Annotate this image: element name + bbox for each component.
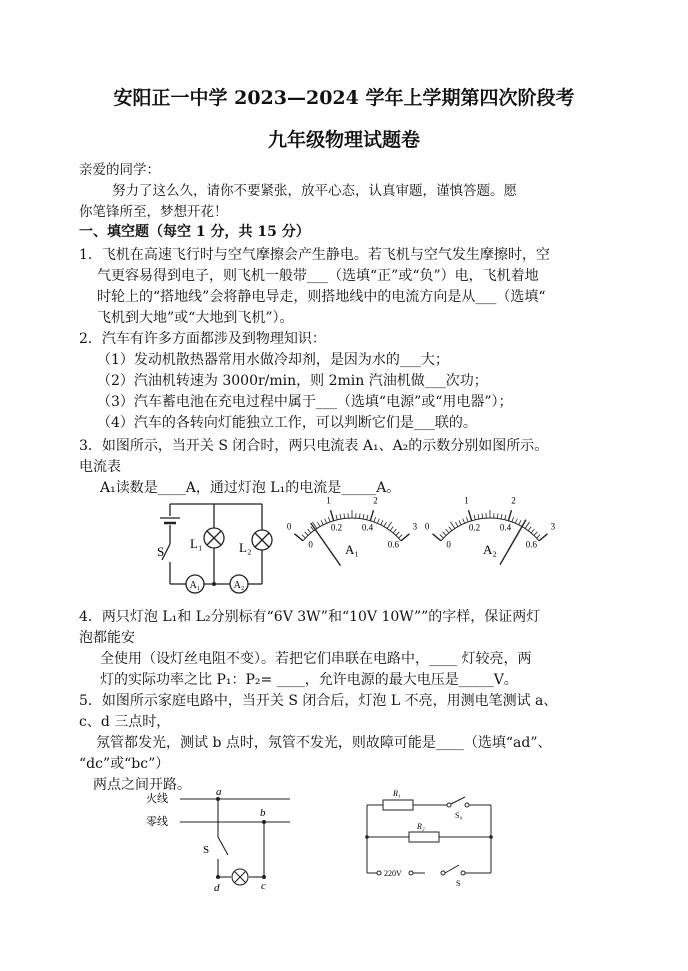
q3-ammeter2-label: A₂ bbox=[233, 580, 245, 591]
dial-tick bbox=[384, 522, 387, 526]
s0-label: S₀ bbox=[455, 811, 463, 820]
dial-tick bbox=[363, 514, 364, 519]
dial-inner-tick-label: 0.4 bbox=[499, 522, 512, 533]
dial-tick bbox=[359, 513, 360, 518]
q2-sub-1: （1）发动机散热器常用水做冷却剂，是因为水的___大； bbox=[97, 352, 449, 368]
q3-circuit-diagram bbox=[150, 496, 280, 596]
q3-switch-label: S bbox=[157, 544, 165, 559]
greeting-line-1: 努力了这么久，请你不要紧张，放平心态，认真审题，谨慎答题。愿 bbox=[112, 183, 517, 199]
dial-outer-tick-label: 2 bbox=[511, 495, 516, 506]
dial-tick bbox=[456, 522, 459, 526]
voltage-source-label: 220V bbox=[384, 869, 402, 878]
q5-line-5: 两点之间开路。 bbox=[93, 777, 191, 793]
heater-circuit-diagram bbox=[355, 785, 505, 888]
q5-line-4: “dc”或“bc”） bbox=[79, 756, 170, 772]
dial-tick bbox=[399, 535, 403, 538]
dial-tick bbox=[396, 532, 399, 536]
dial-tick bbox=[501, 514, 502, 519]
junction-dot bbox=[212, 582, 216, 586]
q2-sub-3: （3）汽车蓄电池在充电过程中属于___（选填“电源”或“用电器”）； bbox=[97, 394, 513, 410]
dial-inner-tick-label: 0.6 bbox=[387, 539, 399, 550]
dial-inner-tick-label: 0.4 bbox=[361, 522, 374, 533]
dial-tick bbox=[374, 517, 376, 522]
dial-tick bbox=[381, 520, 383, 524]
dial-tick bbox=[512, 517, 514, 522]
q4-line-4: 灯的实际功率之比 P₁：P₂= ____，允许电源的最大电压是_____V。 bbox=[100, 672, 518, 688]
dial-outer-tick-label: 3 bbox=[550, 521, 556, 532]
dial-tick bbox=[497, 513, 498, 518]
section-heading: 一、填空题（每空 1 分，共 15 分） bbox=[79, 224, 310, 240]
dial-tick bbox=[482, 513, 483, 518]
dial-outer-tick-label: 0 bbox=[286, 521, 292, 532]
dial-tick bbox=[302, 535, 306, 538]
dial-tick bbox=[443, 532, 446, 536]
point-d-label: d bbox=[214, 882, 220, 894]
neutral-wire-label: 零线 bbox=[146, 816, 168, 828]
q4-line-1: 4．两只灯泡 L₁和 L₂分别标有“6V 3W”和“10V 10W””的字样，保证两灯 bbox=[79, 609, 541, 625]
dial-tick bbox=[330, 510, 333, 521]
dial-tick bbox=[515, 519, 517, 524]
q5-line-3: 氖管都发光，测试 b 点时，氖管不发光，则故障可能是____（选填“ad”、 bbox=[96, 735, 552, 751]
dial-tick bbox=[474, 515, 475, 520]
dial-tick bbox=[463, 519, 465, 524]
q5-line-2: c、d 三点时， bbox=[79, 714, 171, 730]
greeting-line-2: 你笔锋所至，梦想开花！ bbox=[79, 204, 228, 220]
dial-tick bbox=[450, 522, 454, 529]
q4-line-3: 全使用（设灯丝电阻不变）。若把它们串联在电路中，____ 灯较亮，两 bbox=[100, 651, 532, 667]
r2-label: R₂ bbox=[417, 822, 425, 831]
dial-inner-tick-label: 0.2 bbox=[330, 522, 343, 533]
dial-tick bbox=[440, 535, 444, 538]
dial-tick bbox=[519, 520, 521, 524]
dial-tick bbox=[508, 510, 511, 521]
dial-inner-tick-label: 0.6 bbox=[525, 539, 537, 550]
dial-name-label: A₂ bbox=[483, 542, 497, 557]
q2-line-1: 2．汽车有许多方面都涉及到物理知识： bbox=[79, 331, 326, 347]
ammeter-2-dial bbox=[420, 490, 560, 570]
dial-outer-tick-label: 0 bbox=[424, 521, 430, 532]
dial-outer-tick-label: 1 bbox=[464, 495, 469, 506]
dial-tick bbox=[525, 522, 529, 529]
point-b-label: b bbox=[260, 807, 266, 819]
dial-tick bbox=[446, 529, 449, 533]
q1-line-1: 1．飞机在高速飞行时与空气摩擦会产生静电。若飞机与空气发生摩擦时，空 bbox=[79, 247, 550, 263]
live-wire-label: 火线 bbox=[146, 793, 168, 805]
q1-line-4: 飞机到大地”或“大地到飞机”）。 bbox=[97, 310, 294, 326]
point-c-label: c bbox=[261, 880, 266, 892]
point-a-label: a bbox=[216, 786, 222, 798]
dial-tick bbox=[325, 519, 327, 524]
greeting-salutation: 亲爱的同学： bbox=[79, 162, 160, 178]
dial-tick bbox=[328, 517, 330, 522]
dial-tick bbox=[393, 529, 396, 533]
q2-sub-4: （4）汽车的各转向灯能独立工作，可以判断它们是___联的。 bbox=[97, 415, 477, 431]
dial-tick bbox=[466, 517, 468, 522]
dial-outer-tick-label: 1 bbox=[326, 495, 331, 506]
dial-tick bbox=[370, 510, 373, 521]
dial-inner-tick-label: 0.2 bbox=[468, 522, 481, 533]
q3-line-2: 电流表 bbox=[79, 459, 121, 475]
dial-tick bbox=[321, 520, 323, 524]
dial-tick bbox=[367, 515, 368, 520]
q6-switch-label: S bbox=[456, 879, 461, 888]
dial-tick bbox=[468, 510, 471, 521]
q2-sub-2: （2）汽油机转速为 3000r/min，则 2min 汽油机做___次功； bbox=[97, 373, 488, 389]
household-circuit-diagram bbox=[140, 785, 320, 895]
dial-tick bbox=[528, 527, 531, 531]
dial-name-label: A₁ bbox=[345, 542, 359, 557]
q1-line-2: 气更容易得到电子，则飞机一般带___（选填“正”或“负”）电，飞机着地 bbox=[97, 268, 539, 284]
q1-line-3: 时轮上的“搭地线”会将静电导走，则搭地线中的电流方向是从___（选填“ bbox=[97, 289, 546, 305]
dial-tick bbox=[340, 514, 341, 519]
exam-title: 安阳正一中学 2023—2024 学年上学期第四次阶段考 bbox=[113, 87, 575, 109]
dial-tick bbox=[478, 514, 479, 519]
dial-tick bbox=[459, 520, 461, 524]
dial-tick bbox=[318, 522, 321, 526]
q3-lamp1-label: L₁ bbox=[190, 536, 203, 551]
q4-line-2: 泡都能安 bbox=[79, 630, 135, 646]
dial-inner-tick-label: 0 bbox=[446, 539, 451, 550]
dial-tick bbox=[305, 532, 308, 536]
dial-tick bbox=[390, 527, 393, 531]
dial-tick bbox=[534, 532, 537, 536]
dial-tick bbox=[531, 529, 534, 533]
q3-line-3: A₁读数是____A，通过灯泡 L₁的电流是_____A。 bbox=[100, 480, 401, 496]
q3-line-1: 3．如图所示，当开关 S 闭合时，两只电流表 A₁、A₂的示数分别如图所示。 bbox=[79, 438, 549, 454]
dial-tick bbox=[387, 522, 391, 529]
q5-switch-label: S bbox=[203, 844, 210, 856]
dial-tick bbox=[537, 535, 541, 538]
dial-tick bbox=[308, 529, 311, 533]
ammeter-1-dial bbox=[282, 490, 422, 570]
q3-ammeter1-label: A₁ bbox=[189, 580, 201, 591]
dial-outer-tick-label: 3 bbox=[412, 521, 418, 532]
dial-arc bbox=[303, 518, 401, 541]
dial-tick bbox=[344, 513, 345, 518]
dial-tick bbox=[505, 515, 506, 520]
exam-subtitle: 九年级物理试题卷 bbox=[267, 129, 420, 151]
dial-tick bbox=[377, 519, 379, 524]
q3-lamp2-label: L₂ bbox=[239, 540, 252, 555]
dial-outer-tick-label: 2 bbox=[373, 495, 378, 506]
dial-inner-tick-label: 0 bbox=[308, 539, 313, 550]
dial-tick bbox=[449, 527, 452, 531]
r1-label: R₁ bbox=[393, 789, 401, 798]
dial-tick bbox=[336, 515, 337, 520]
q5-line-1: 5．如图所示家庭电路中，当开关 S 闭合后，灯泡 L 不亮，用测电笔测试 a、 bbox=[79, 693, 558, 709]
